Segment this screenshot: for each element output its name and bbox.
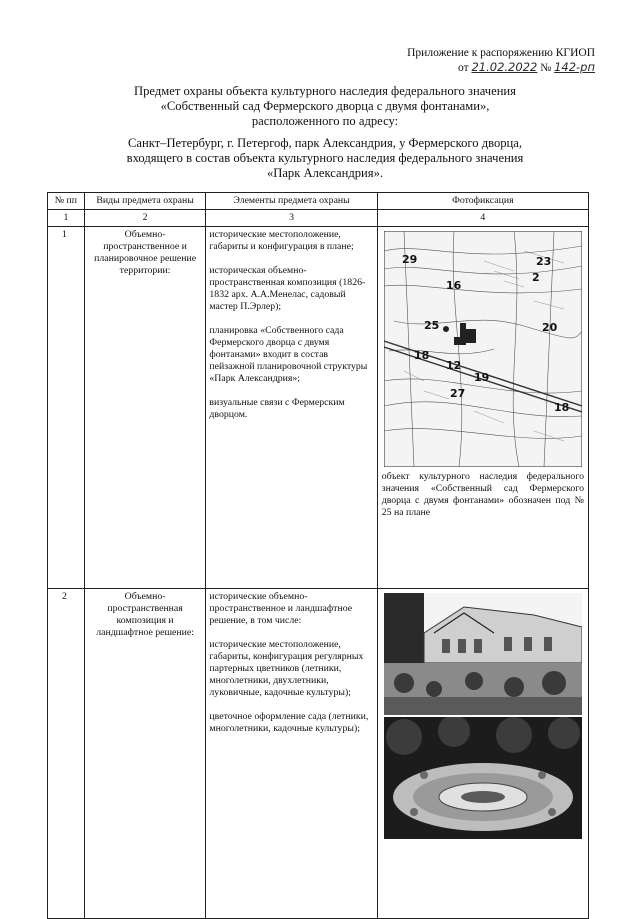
row-elements	[206, 589, 377, 919]
map-label: 18	[553, 401, 570, 414]
title-line-5: входящего в состав объекта культурного наследия федерального значения	[126, 151, 524, 165]
header-kind: Виды предмета охраны	[84, 193, 206, 210]
row-num: 1	[48, 227, 85, 589]
element-text: визуальные связи с Фермерским дворцом.	[209, 397, 345, 420]
col-number: 4	[377, 210, 588, 227]
element-text: планировка «Собственного сада Фермерского дворца с двумя фонтанами» входит в состав пейзажной планировочной структуры «Парк Александрия»;	[209, 325, 368, 384]
map-label: 23	[535, 255, 552, 268]
map-label: 2	[531, 271, 540, 284]
element-text: исторические местоположение, габариты и конфигурация в плане;	[209, 229, 354, 252]
title-line-1: Предмет охраны объекта культурного наследия федерального значения	[134, 84, 516, 98]
title-line-6: «Парк Александрия».	[266, 166, 384, 180]
appendix-header	[355, 46, 595, 75]
appendix-line: Приложение к распоряжению КГИОП	[407, 47, 595, 59]
title-line-2: «Собственный сад Фермерского дворца с двумя фонтанами»,	[160, 99, 490, 113]
map-label: 20	[541, 321, 558, 334]
title-line-4: Санкт–Петербург, г. Петергоф, парк Александрия, у Фермерского дворца,	[127, 136, 523, 150]
appendix-no: №	[540, 62, 552, 74]
row-photo	[377, 589, 588, 919]
map-label: 29	[401, 253, 418, 266]
map-label: 16	[445, 279, 462, 292]
element-text: историческая объемно-пространственная композиция (1826-1832 арх. А.А.Менелас, садовый мастер П.Эрлер);	[209, 265, 366, 312]
appendix-date: 21.02.2022	[471, 60, 538, 74]
map-label: 12	[445, 359, 462, 372]
table-number-row	[48, 210, 589, 227]
appendix-from: от	[457, 62, 469, 74]
map-label: 27	[449, 387, 466, 400]
element-text: исторические объемно-пространственное и ландшафтное решение, в том числе:	[209, 591, 353, 626]
col-number: 3	[206, 210, 377, 227]
header-elements: Элементы предмета охраны	[206, 193, 377, 210]
palace-photo	[384, 593, 582, 715]
site-plan-map	[384, 231, 582, 467]
title-line-3: расположенного по адресу:	[251, 114, 399, 128]
header-num: № пп	[48, 193, 85, 210]
row-kind: Объемно-пространственная композиция и ландшафтное решение:	[84, 589, 206, 919]
element-text: исторические местоположение, габариты, конфигурация регулярных партерных цветников (летники, многолетники, двухлетники, луковичные, кадочные культуры);	[209, 639, 364, 698]
appendix-number: 142-рп	[554, 60, 595, 74]
row-kind: Объемно-пространственное и планировочное решение территории:	[84, 227, 206, 589]
col-number: 2	[84, 210, 206, 227]
map-caption: объект культурного наследия федерального значения «Собственный сад Фермерского дворца с двумя фонтанами» обозначен под № 25 на плане	[381, 471, 584, 518]
map-label: 25	[423, 319, 440, 332]
map-label: 19	[473, 371, 490, 384]
header-photo: Фотофиксация	[377, 193, 588, 210]
table-header-row	[48, 193, 589, 210]
protection-table	[47, 192, 589, 919]
table-row	[48, 227, 589, 589]
row-elements	[206, 227, 377, 589]
garden-photo	[384, 717, 582, 839]
col-number: 1	[48, 210, 85, 227]
appendix-date-line	[355, 60, 595, 75]
table-row	[48, 589, 589, 919]
map-label: 18	[413, 349, 430, 362]
row-photo	[377, 227, 588, 589]
element-text: цветочное оформление сада (летники, многолетники, кадочные культуры);	[209, 711, 369, 734]
document-title	[60, 84, 590, 181]
row-num: 2	[48, 589, 85, 919]
